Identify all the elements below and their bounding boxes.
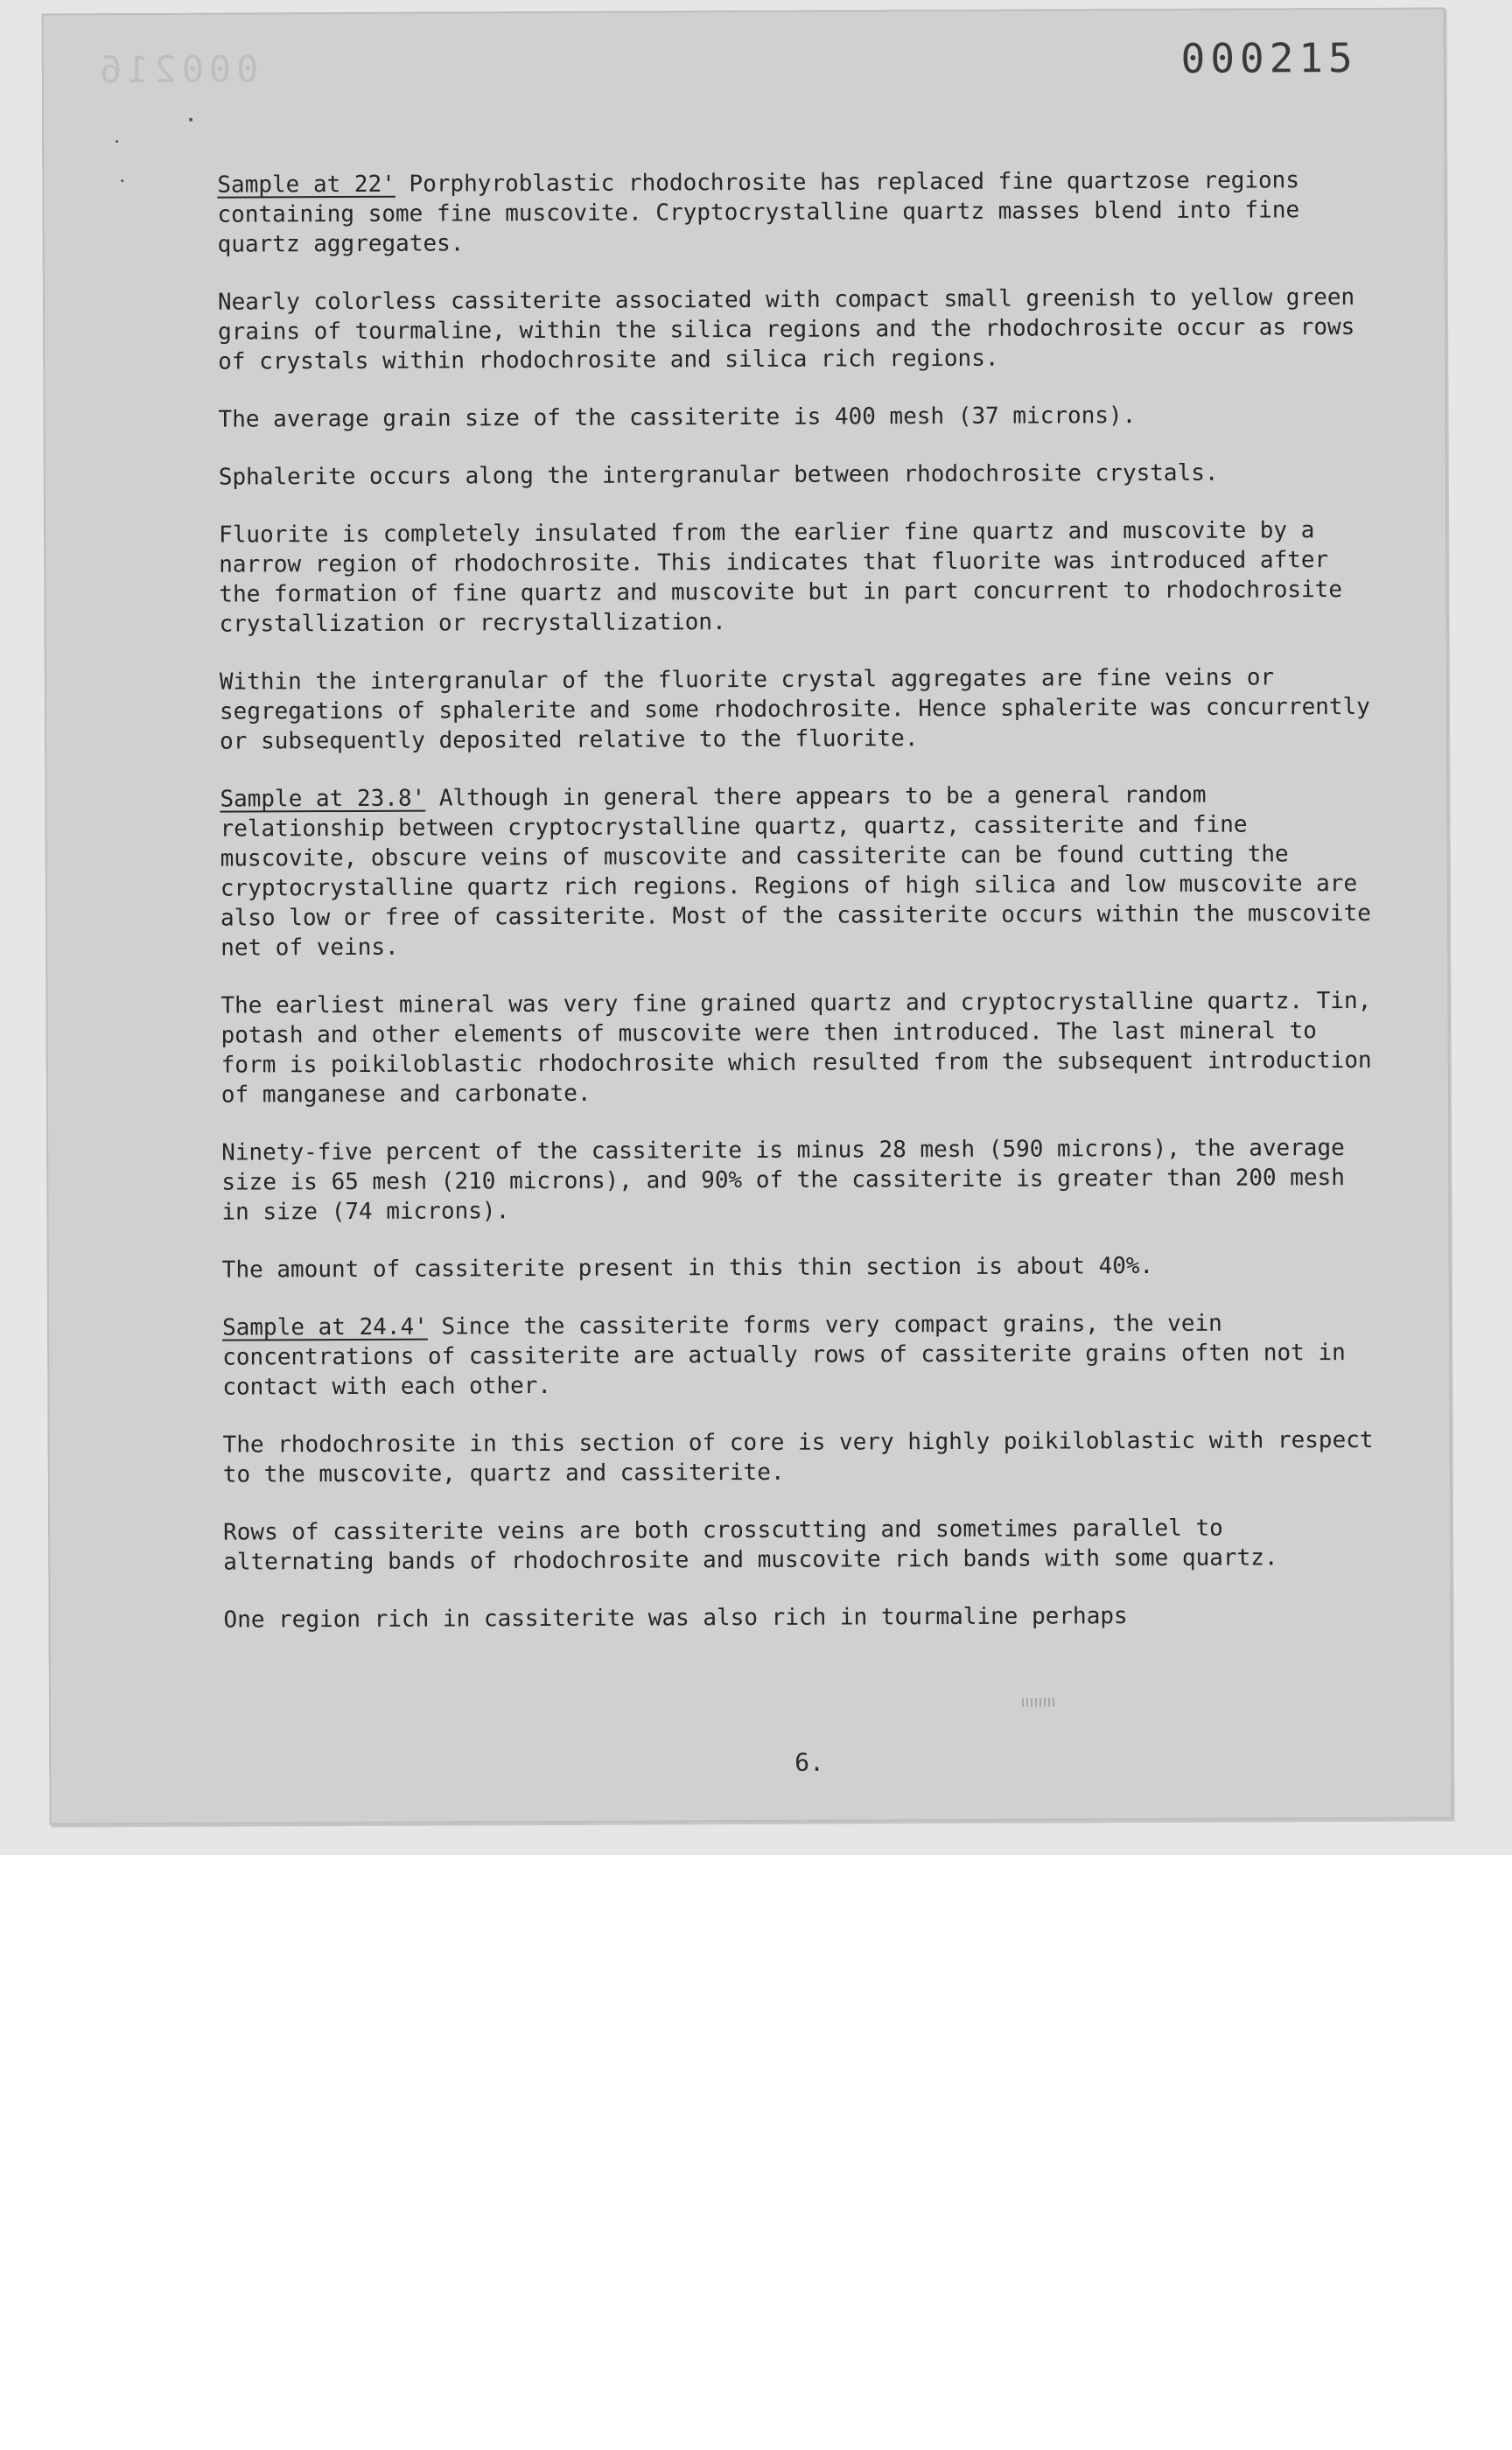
paragraph-4 [219, 458, 1382, 493]
paragraph-text: The rhodochrosite in this section of core is very highly poikiloblastic with respect to the muscovite, quartz and cassiterite. [222, 1426, 1374, 1488]
paragraph-text: Although in general there appears to be a general random relationship between cryptocrystalline quartz, quartz, cassiterite and fine muscovite, obscure veins of muscovite and cassiterite can be found cutting the cryptocrystalline quartz rich regions. Regions of high silica and low muscovite are also low or free of cassiterite. Most of the cassiterite occurs within the muscovite net of veins. [220, 781, 1371, 962]
paragraph-text: Fluorite is completely insulated from the earlier fine quartz and muscovite by a narrow region of rhodochrosite. This indicates that fluorite was introduced after the formation of fine quartz and muscovite but in part concurrent to rhodochrosite crystallization or recrystallization. [219, 517, 1343, 638]
sample-label: Sample at 23.8' [220, 785, 426, 813]
paragraph-1 [217, 165, 1381, 260]
paragraph-13 [223, 1513, 1387, 1578]
paragraph-text: One region rich in cassiterite was also rich in tourmaline perhaps [223, 1603, 1128, 1634]
paragraph-text: Rows of cassiterite veins are both crosscutting and sometimes parallel to alternating bands of rhodochrosite and muscovite rich bands with some quartz. [223, 1515, 1278, 1576]
paragraph-8 [220, 986, 1385, 1110]
paragraph-9 [221, 1133, 1385, 1228]
paragraph-text: Since the cassiterite forms very compact grains, the vein concentrations of cassiterite are actually rows of cassiterite grains often not in contact with each other. [222, 1310, 1346, 1401]
paragraph-10 [222, 1250, 1386, 1285]
paragraph-text: Porphyroblastic rhodochrosite has replaced fine quartzose regions containing some fine muscovite. Cryptocrystalline quartz masses blend into fine quartz aggregates. [217, 167, 1300, 258]
scan-speck [116, 140, 118, 143]
paragraph-14 [223, 1600, 1387, 1635]
paragraph-text: Ninety-five percent of the cassiterite is minus 28 mesh (590 microns), the average size is 65 mesh (210 microns), and 90% of the cassiterite is greater than 200 mesh in size (74 microns). [221, 1135, 1345, 1226]
paragraph-text: Within the intergranular of the fluorite crystal aggregates are fine veins or segregations of sphalerite and some rhodochrosite. Hence sphalerite was concurrently or subsequently deposited relative to the fluorite. [219, 664, 1370, 755]
document-page [41, 8, 1452, 1825]
paragraph-text: The amount of cassiterite present in this thin section is about 40%. [221, 1252, 1154, 1284]
page-number: 6. [794, 1747, 825, 1777]
paragraph-5 [219, 515, 1383, 640]
scan-speck [121, 179, 123, 182]
paragraph-11 [222, 1308, 1386, 1403]
sample-label: Sample at 22' [217, 171, 396, 199]
paragraph-text: The average grain size of the cassiterite is 400 mesh (37 microns). [218, 402, 1137, 433]
paragraph-2 [218, 283, 1382, 377]
document-body [217, 165, 1387, 1663]
scan-speck [189, 118, 192, 122]
paragraph-text: Nearly colorless cassiterite associated with compact small greenish to yellow green grains of tourmaline, within the silica regions and the rhodochrosite occur as rows of crystals within rhodochrosite and silica rich regions. [217, 284, 1355, 375]
document-number: 000215 [1180, 33, 1358, 82]
paragraph-12 [223, 1425, 1387, 1490]
pencil-smudge [1022, 1698, 1057, 1706]
paragraph-7 [220, 780, 1384, 963]
sample-label: Sample at 24.4' [221, 1313, 428, 1341]
bleed-through-number: 000216 [94, 47, 259, 92]
paragraph-6 [220, 662, 1383, 757]
paragraph-3 [218, 400, 1382, 435]
paragraph-text: The earliest mineral was very fine grained quartz and cryptocrystalline quartz. Tin, potash and other elements of muscovite were then introduced. The last mineral to form is poikiloblastic rhodochrosite which resulted from the subsequent introduction of manganese and carbonate. [220, 987, 1372, 1109]
paragraph-text: Sphalerite occurs along the intergranular between rhodochrosite crystals. [218, 459, 1219, 491]
